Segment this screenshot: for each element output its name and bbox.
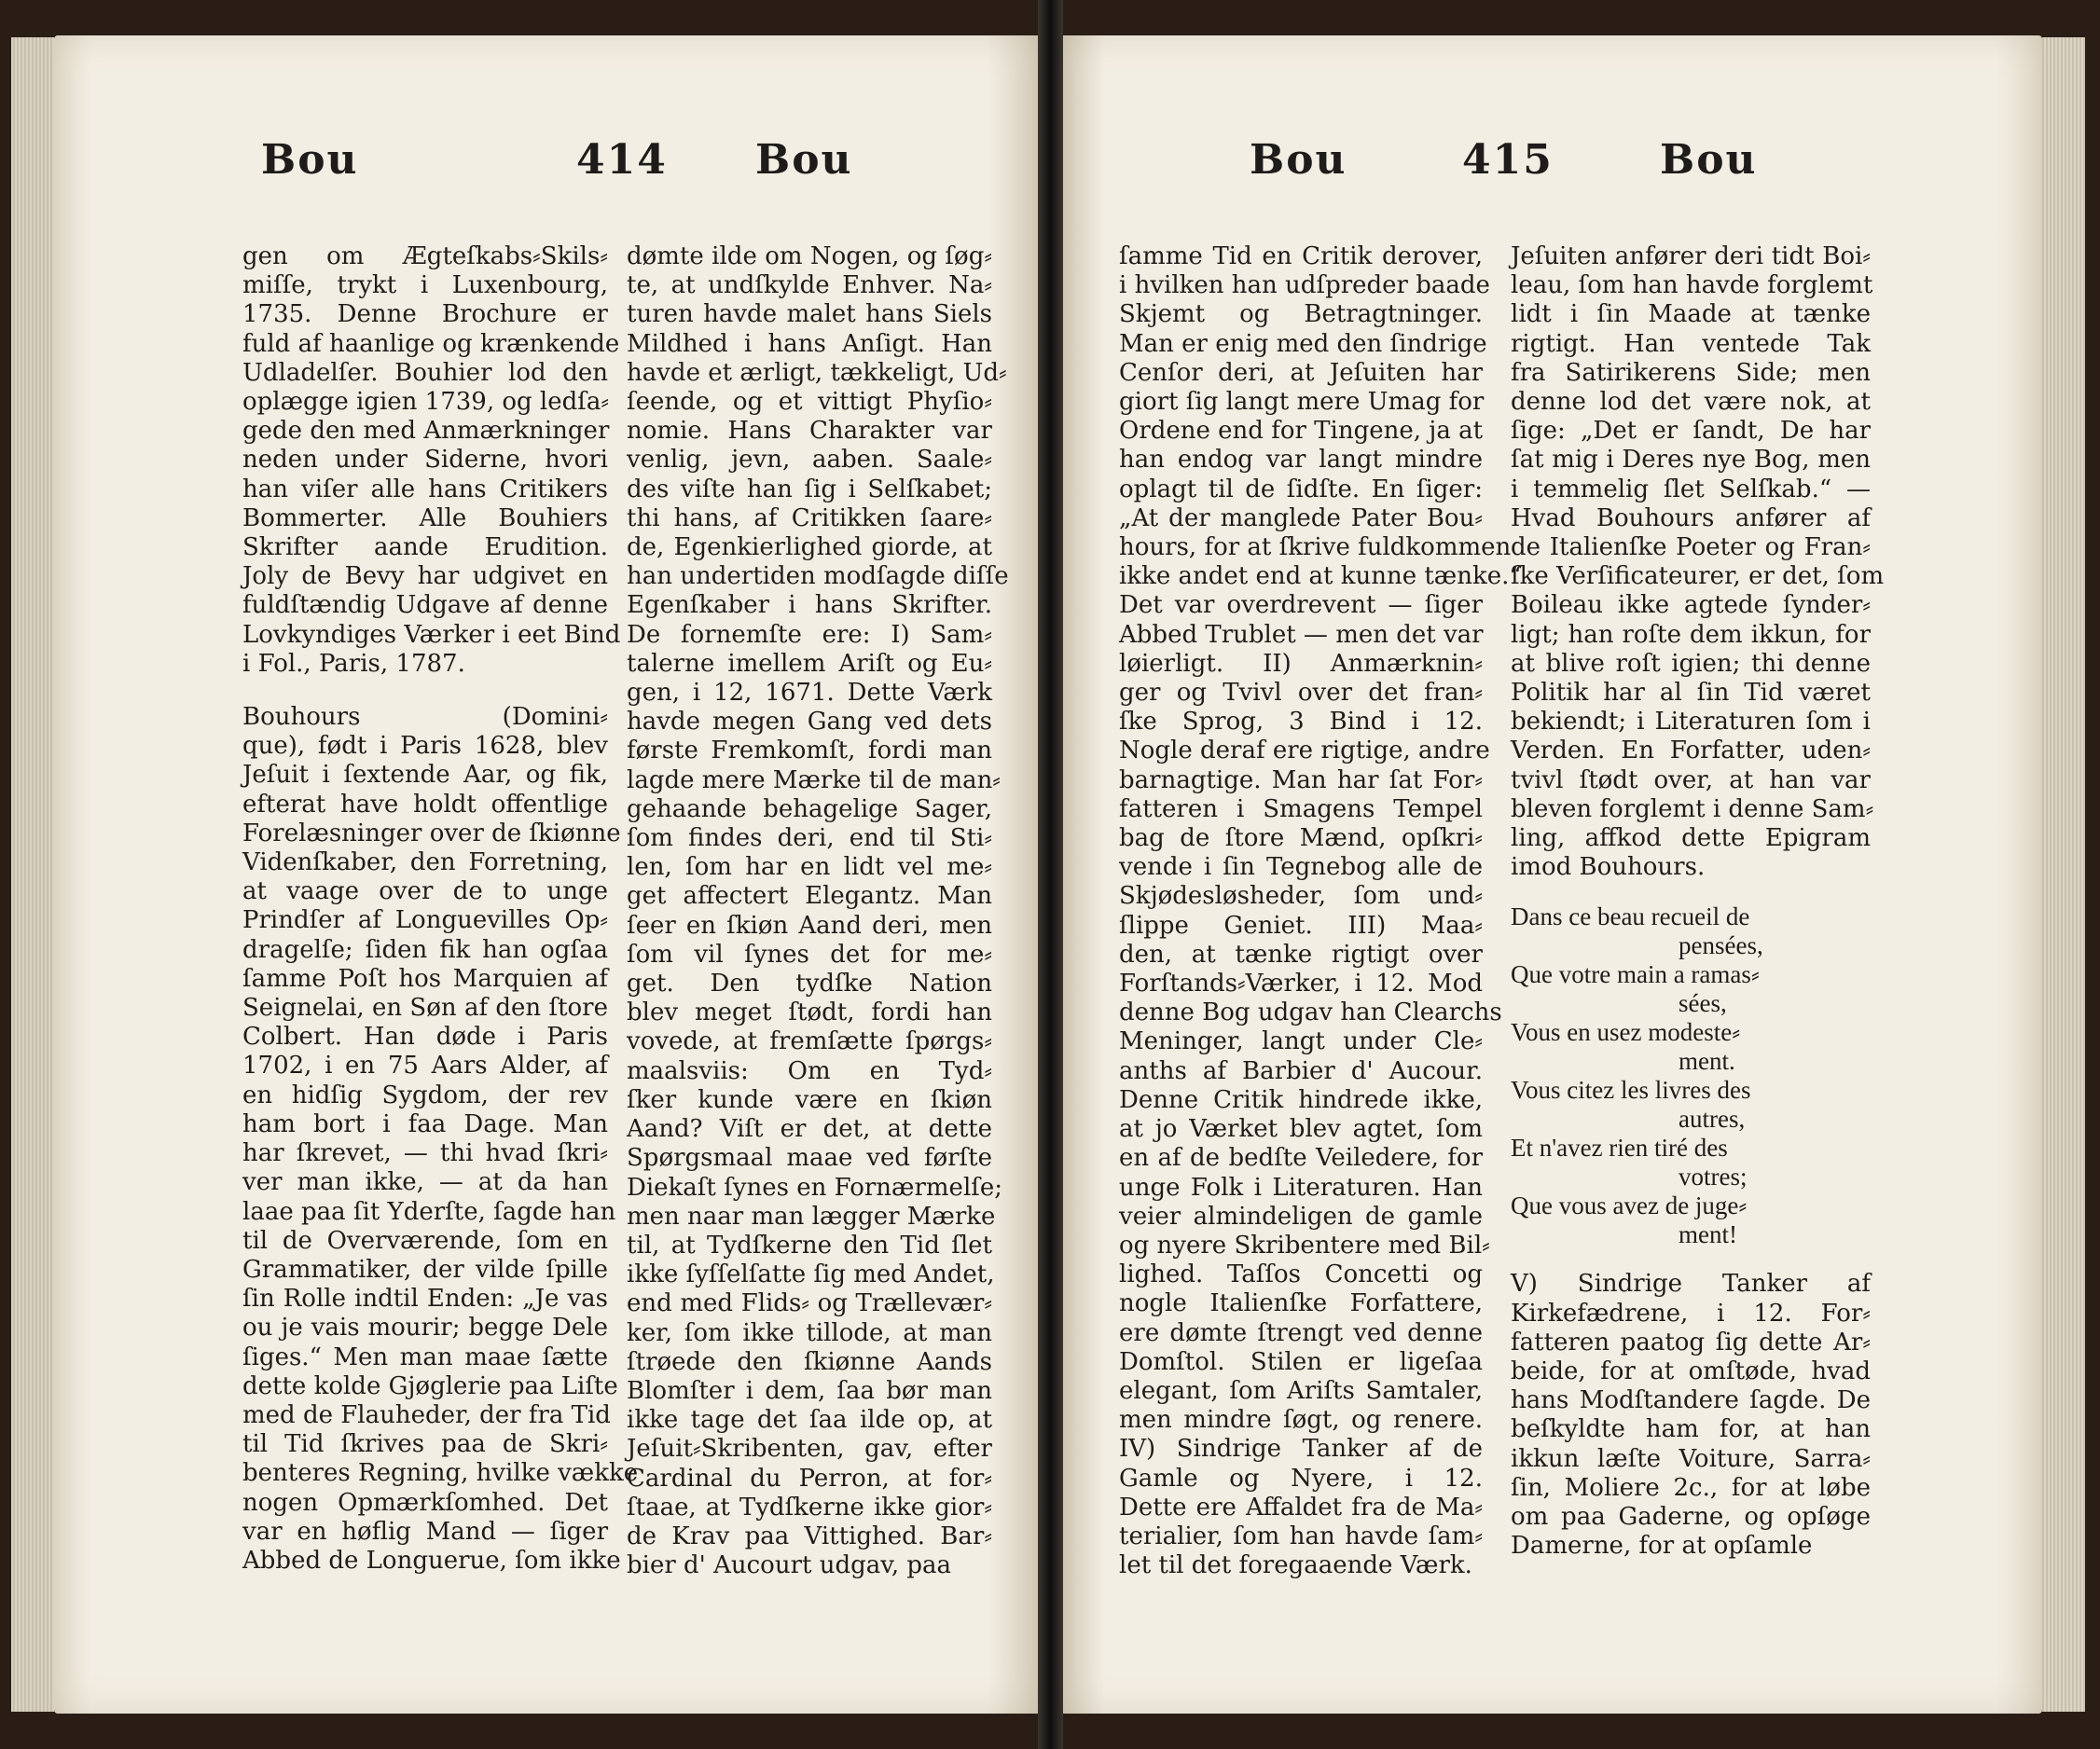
text-line: bier d' Aucourt udgav, paa xyxy=(627,1551,952,1580)
text-line: ſin, Moliere 2c., for at løbe xyxy=(1511,1473,1871,1502)
text-line: anths af Barbier d' Aucour. xyxy=(1119,1056,1483,1085)
text-line: ſom vil ſynes det for me⸗ xyxy=(627,940,992,969)
text-line: at jo Værket blev agtet, ſom xyxy=(1119,1115,1483,1144)
poem-gap xyxy=(1511,882,1871,902)
text-line: Damerne, for at opſamle xyxy=(1511,1532,1813,1561)
text-line: Politik har al ſin Tid været xyxy=(1511,679,1871,708)
left-page-number: 414 xyxy=(576,136,668,184)
text-line: og nyere Skribentere med Bil⸗ xyxy=(1119,1231,1490,1260)
text-line: neden under Siderne, hvori xyxy=(242,446,608,475)
text-line: har ſkrevet, — thi hvad ſkri⸗ xyxy=(242,1139,608,1168)
text-line: de Italienſke Poeter og Fran⸗ xyxy=(1511,533,1871,562)
text-line: nogle Italienſke Forfattere, xyxy=(1119,1289,1483,1318)
text-line: at vaage over de to unge xyxy=(242,877,608,906)
text-line: len, ſom har en lidt vel me⸗ xyxy=(627,853,992,882)
text-line: IV) Sindrige Tanker af de xyxy=(1119,1435,1483,1464)
text-line: Aand? Viſt er det, at dette xyxy=(627,1115,992,1144)
text-line: han viſer alle hans Critikers xyxy=(242,475,608,503)
text-line: „At der manglede Pater Bou⸗ xyxy=(1119,503,1483,532)
text-line: lagde mere Mærke til de man⸗ xyxy=(627,765,1001,794)
text-line: i Fol., Paris, 1787. xyxy=(242,649,465,678)
text-line: barnagtige. Man har ſat For⸗ xyxy=(1119,765,1483,794)
text-line: dragelſe; ſiden fik han ogſaa xyxy=(242,935,608,964)
text-line: benteres Regning, hvilke vække xyxy=(242,1459,639,1488)
text-line: fatteren paatog ſig dette Ar⸗ xyxy=(1511,1328,1871,1357)
text-line: denne lod det være nok, at xyxy=(1511,388,1871,417)
text-line: han undertiden modſagde diſſe xyxy=(627,562,1009,591)
text-line: Bouhours (Domini⸗ xyxy=(242,703,608,732)
text-line: ikke andet end at kunne tænke.“ xyxy=(1119,562,1522,591)
left-column-1 xyxy=(242,242,639,1576)
text-line: miſſe, trykt i Luxenbourg, xyxy=(242,271,608,300)
text-line: ſamme Poſt hos Marquien af xyxy=(242,964,608,993)
text-line: De fornemſte ere: I) Sam⸗ xyxy=(627,620,992,649)
text-line: turen havde malet hans Siels xyxy=(627,300,992,329)
text-line: Cardinal du Perron, at for⸗ xyxy=(627,1464,992,1493)
text-line: Seignelai, en Søn af den ſtore xyxy=(242,994,608,1023)
text-line: Egenſkaber i hans Skrifter. xyxy=(627,591,992,620)
text-line: vende i ſin Tegnebog alle de xyxy=(1119,853,1483,882)
text-line: maalsviis: Om en Tyd⸗ xyxy=(627,1056,992,1085)
text-line: ikke ſyſſelſatte ſig med Andet, xyxy=(627,1260,995,1289)
left-header-word: Bou xyxy=(261,136,359,184)
text-line: gehaande behagelige Sager, xyxy=(627,794,992,823)
text-line: bag de ſtore Mænd, opſkri⸗ xyxy=(1119,824,1483,853)
text-line: des viſte han ſig i Selſkabet; xyxy=(627,475,992,503)
text-line: løierligt. II) Anmærknin⸗ xyxy=(1119,649,1483,678)
text-line: Bommerter. Alle Bouhiers xyxy=(242,503,608,532)
text-line: Cenſor deri, at Jeſuiten har xyxy=(1119,358,1483,387)
text-line: 1735. Denne Brochure er xyxy=(242,300,608,329)
text-line: Blomſter i dem, ſaa bør man xyxy=(627,1376,992,1405)
text-line: ſke Verſificateurer, er det, ſom xyxy=(1511,562,1885,591)
text-line: Forſtands⸗Værker, i 12. Mod xyxy=(1119,970,1483,998)
text-line: havde megen Gang ved dets xyxy=(627,708,992,737)
text-line: Jeſuit i ſextende Aar, og fik, xyxy=(242,761,608,790)
poem-line: ment. xyxy=(1679,1047,1735,1076)
text-line: Ordene end for Tingene, ja at xyxy=(1119,417,1484,446)
text-line: Prindſer af Longuevilles Op⸗ xyxy=(242,906,608,935)
poem-line: Dans ce beau recueil de xyxy=(1511,902,1750,931)
text-line: oplagt til de ſidſte. En ſiger: xyxy=(1119,475,1483,503)
text-line: giort ſig langt mere Umag for xyxy=(1119,388,1485,417)
text-line: beſkyldte ham for, at han xyxy=(1511,1415,1871,1444)
text-line: ſeer en ſkiøn Aand deri, men xyxy=(627,911,992,940)
text-line: Det var overdrevent — ſiger xyxy=(1119,591,1483,620)
text-line: Mildhed i hans Anſigt. Han xyxy=(627,329,992,358)
poem-line: Que votre main a ramas⸗ xyxy=(1511,960,1760,989)
text-line: Denne Critik hindrede ikke, xyxy=(1119,1085,1483,1114)
text-line: Verden. En Forfatter, uden⸗ xyxy=(1511,737,1871,765)
text-line: Spørgsmaal maae ved førſte xyxy=(627,1144,992,1173)
text-line: denne Bog udgav han Clearchs xyxy=(1119,998,1502,1027)
text-line: get affectert Elegantz. Man xyxy=(627,882,992,911)
text-line: vovede, at fremſætte ſpørgs⸗ xyxy=(627,1027,992,1056)
text-line: imod Bouhours. xyxy=(1511,853,1706,882)
text-line: Skjemt og Betragtninger. xyxy=(1119,300,1483,329)
left-page-edges xyxy=(11,37,54,1712)
text-line: Man er enig med den ſindrige xyxy=(1119,329,1487,358)
text-line: ikke tage det ſaa ilde op, at xyxy=(627,1406,992,1435)
text-line: Grammatiker, der vilde ſpille xyxy=(242,1255,608,1284)
text-line: ſamme Tid en Critik derover, xyxy=(1119,242,1483,270)
left-header-word-right: Bou xyxy=(755,136,853,184)
text-line: med de Flauheder, der fra Tid xyxy=(242,1400,611,1429)
text-line: Abbed Trublet — men det var xyxy=(1119,620,1484,649)
text-line: Jeſuiten anfører deri tidt Boi⸗ xyxy=(1511,242,1871,270)
text-line: lighed. Taſſos Concetti og xyxy=(1119,1260,1483,1289)
text-line: Boileau ikke agtede ſynder⸗ xyxy=(1511,591,1871,620)
text-line: talerne imellem Ariſt og Eu⸗ xyxy=(627,649,992,678)
text-line: ſke Sprog, 3 Bind i 12. xyxy=(1119,708,1483,737)
text-line: nomie. Hans Charakter var xyxy=(627,417,992,446)
right-column-2 xyxy=(1511,242,1885,1562)
text-line: ſlippe Geniet. III) Maa⸗ xyxy=(1119,911,1483,940)
text-line: den, at tænke rigtigt over xyxy=(1119,940,1483,969)
text-line: fuld af haanlige og krænkende xyxy=(242,329,620,358)
text-line: Kirkefædrene, i 12. For⸗ xyxy=(1511,1299,1871,1328)
text-line: V) Sindrige Tanker af xyxy=(1511,1270,1871,1299)
book-gutter xyxy=(1038,0,1063,1749)
text-line: dette kolde Gjøglerie paa Liſte xyxy=(242,1371,618,1400)
text-line: ikkun læſte Voiture, Sarra⸗ xyxy=(1511,1444,1871,1473)
text-line: que), født i Paris 1628, blev xyxy=(242,732,608,761)
text-line: gede den med Anmærkninger xyxy=(242,417,610,446)
text-line: havde et ærligt, tækkeligt, Ud⸗ xyxy=(627,358,1007,387)
text-line: veier almindeligen de gamle xyxy=(1119,1202,1483,1231)
text-line: ling, affkod dette Epigram xyxy=(1511,824,1871,853)
text-line: første Fremkomſt, fordi man xyxy=(627,737,992,765)
text-line: nogen Opmærkſomhed. Det xyxy=(242,1488,608,1517)
text-line: Skrifter aande Erudition. xyxy=(242,533,608,562)
poem-line: sées, xyxy=(1679,989,1727,1018)
right-page-edges xyxy=(2042,37,2085,1712)
text-line: Videnſkaber, den Forretning, xyxy=(242,848,608,877)
right-page-number: 415 xyxy=(1462,136,1554,184)
text-line: 1702, i en 75 Aars Alder, af xyxy=(242,1052,608,1081)
text-line: til, at Tydſkerne den Tid ſlet xyxy=(627,1231,992,1260)
text-line: leau, ſom han havde forglemt xyxy=(1511,271,1873,300)
text-line: get. Den tydſke Nation xyxy=(627,970,992,998)
text-line: ham bort i faa Dage. Man xyxy=(242,1109,608,1138)
paragraph-gap xyxy=(242,679,608,703)
text-line: fatteren i Smagens Tempel xyxy=(1119,794,1483,823)
text-line: i hvilken han udſpreder baade xyxy=(1119,271,1490,300)
text-line: te, at undſkylde Enhver. Na⸗ xyxy=(627,271,992,300)
text-line: elegant, ſom Ariſts Samtaler, xyxy=(1119,1376,1483,1405)
text-line: ſtaae, at Tydſkerne ikke gior⸗ xyxy=(627,1493,992,1522)
text-line: ſom findes deri, end til Sti⸗ xyxy=(627,824,992,853)
right-header-word-right: Bou xyxy=(1660,136,1758,184)
text-line: men mindre ſøgt, og renere. xyxy=(1119,1406,1483,1435)
right-column-1 xyxy=(1119,242,1522,1580)
text-line: ſtrøede den ſkiønne Aands xyxy=(627,1347,992,1376)
text-line: Forelæsninger over de ſkiønne xyxy=(242,819,621,847)
text-line: ligt; han roſte dem ikkun, for xyxy=(1511,620,1871,649)
text-line: laae paa ſit Yderſte, ſagde han xyxy=(242,1197,616,1226)
text-line: var en høflig Mand — ſiger xyxy=(242,1517,608,1546)
text-line: rigtigt. Han ventede Tak xyxy=(1511,329,1871,358)
poem-line: Vous citez les livres des xyxy=(1511,1076,1751,1105)
text-line: ou je vais mourir; begge Dele xyxy=(242,1314,608,1343)
text-line: end med Flids⸗ og Trællevær⸗ xyxy=(627,1289,992,1318)
text-line: ſker kunde være en ſkiøn xyxy=(627,1085,992,1114)
text-line: de Krav paa Vittighed. Bar⸗ xyxy=(627,1522,992,1550)
text-line: bekiendt; i Literaturen ſom i xyxy=(1511,708,1871,737)
text-line: bleven forglemt i denne Sam⸗ xyxy=(1511,794,1874,823)
text-line: Udladelſer. Bouhier lod den xyxy=(242,358,608,387)
text-line: Abbed de Longuerue, ſom ikke xyxy=(242,1546,621,1575)
text-line: thi hans, af Critikken ſaare⸗ xyxy=(627,503,992,532)
poem-gap xyxy=(1511,1249,1871,1270)
text-line: de, Egenkierlighed giorde, at xyxy=(627,533,992,562)
poem-line: ment! xyxy=(1679,1220,1737,1249)
text-line: men naar man lægger Mærke xyxy=(627,1202,996,1231)
text-line: tvivl ſtødt over, at han var xyxy=(1511,765,1871,794)
text-line: ere dømte ſtrengt ved denne xyxy=(1119,1318,1483,1347)
epigram-poem xyxy=(1511,902,1871,1249)
text-line: ger og Tvivl over det fran⸗ xyxy=(1119,679,1483,708)
text-line: Lovkyndiges Værker i eet Bind xyxy=(242,620,621,649)
text-line: blev meget ſtødt, fordi han xyxy=(627,998,992,1027)
text-line: ſige: „Det er ſandt, De har xyxy=(1511,417,1871,446)
poem-line: Vous en usez modeste⸗ xyxy=(1511,1018,1741,1047)
right-page xyxy=(1063,35,2042,1714)
text-line: let til det foregaaende Værk. xyxy=(1119,1551,1472,1580)
text-line: at blive roſt igien; thi denne xyxy=(1511,649,1871,678)
text-line: en af de bedſte Veiledere, for xyxy=(1119,1144,1483,1173)
text-line: ver man ikke, — at da han xyxy=(242,1168,608,1197)
poem-line: pensées, xyxy=(1679,931,1763,960)
text-line: Colbert. Han døde i Paris xyxy=(242,1023,608,1052)
text-line: Hvad Bouhours anfører af xyxy=(1511,503,1871,532)
text-line: Domſtol. Stilen er ligeſaa xyxy=(1119,1347,1483,1376)
text-line: fuldſtændig Udgave af denne xyxy=(242,591,608,620)
text-line: Joly de Bevy har udgivet en xyxy=(242,562,608,591)
text-line: Diekaſt ſynes en Fornærmelſe; xyxy=(627,1173,1003,1202)
text-line: Dette ere Affaldet fra de Ma⸗ xyxy=(1119,1493,1483,1522)
text-line: terialier, ſom han havde ſam⸗ xyxy=(1119,1522,1483,1550)
left-page xyxy=(54,35,1038,1714)
poem-line: autres, xyxy=(1679,1105,1746,1134)
text-line: om paa Gaderne, og opſøge xyxy=(1511,1503,1871,1532)
text-line: Meninger, langt under Cle⸗ xyxy=(1119,1027,1483,1056)
text-line: venlig, jevn, aaben. Saale⸗ xyxy=(627,446,992,475)
text-line: efterat have holdt offentlige xyxy=(242,790,608,819)
text-line: ſin Rolle indtil Enden: „Je vas xyxy=(242,1285,608,1314)
text-line: gen, i 12, 1671. Dette Værk xyxy=(627,679,992,708)
text-line: fra Satirikerens Side; men xyxy=(1511,358,1871,387)
text-line: hans Modſtandere ſagde. De xyxy=(1511,1386,1871,1415)
text-line: en hidſig Sygdom, der rev xyxy=(242,1081,608,1109)
text-line: lidt i ſin Maade at tænke xyxy=(1511,300,1871,329)
text-line: ſiges.“ Men man maae ſætte xyxy=(242,1343,608,1371)
text-line: ſat mig i Deres nye Bog, men xyxy=(1511,446,1871,475)
text-line: Gamle og Nyere, i 12. xyxy=(1119,1464,1483,1493)
text-line: han endog var langt mindre xyxy=(1119,446,1483,475)
poem-line: votres; xyxy=(1679,1163,1748,1191)
text-line: unge Folk i Literaturen. Han xyxy=(1119,1173,1483,1202)
text-line: Jeſuit⸗Skribenten, gav, efter xyxy=(627,1435,992,1464)
text-line: ker, ſom ikke tillode, at man xyxy=(627,1318,992,1347)
text-line: gen om Ægteſkabs⸗Skils⸗ xyxy=(242,242,608,270)
text-line: hours, for at ſkrive fuldkommen xyxy=(1119,533,1512,562)
text-line: Nogle deraf ere rigtige, andre xyxy=(1119,737,1490,765)
left-column-2 xyxy=(627,242,1009,1580)
text-line: til de Overværende, ſom en xyxy=(242,1226,608,1255)
text-line: ſeende, og et vittigt Phyſio⸗ xyxy=(627,388,992,417)
text-line: til Tid ſkrives paa de Skri⸗ xyxy=(242,1430,608,1459)
text-line: i temmelig ſlet Selſkab.“ — xyxy=(1511,475,1871,503)
poem-line: Et n'avez rien tiré des xyxy=(1511,1134,1728,1163)
text-line: Skjødesløsheder, ſom und⸗ xyxy=(1119,882,1483,911)
text-line: oplægge igien 1739, og ledſa⸗ xyxy=(242,388,610,417)
poem-line: Que vous avez de juge⸗ xyxy=(1511,1191,1748,1220)
text-line: beide, for at omſtøde, hvad xyxy=(1511,1357,1871,1386)
right-header-word: Bou xyxy=(1250,136,1347,184)
text-line: dømte ilde om Nogen, og ſøg⸗ xyxy=(627,242,992,270)
